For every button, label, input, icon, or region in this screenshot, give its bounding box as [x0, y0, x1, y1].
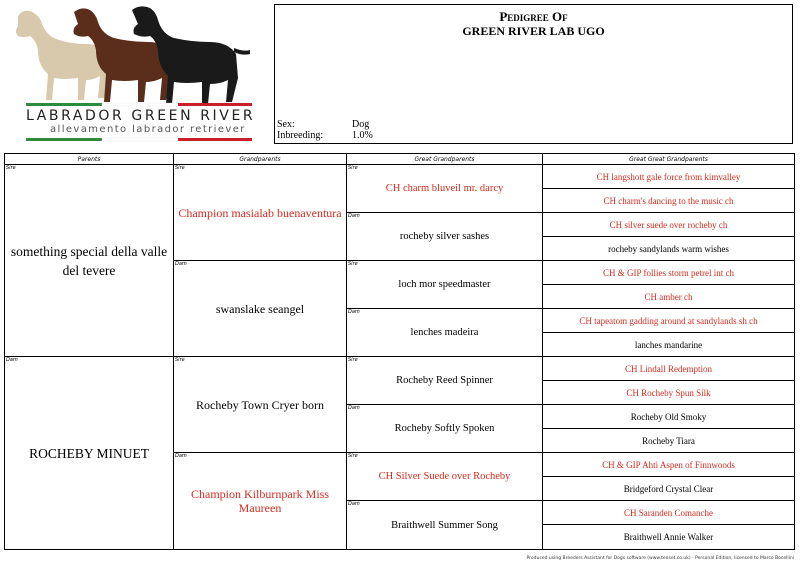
great-grandparent-cell [346, 357, 542, 405]
great-great-grandparent-cell [542, 501, 794, 525]
inbreeding-value: 1.0% [352, 130, 373, 141]
dog-name-text: CH Lindall Redemption [625, 363, 712, 374]
great-grandparent-cell [346, 165, 542, 213]
pedigree-info-box [274, 4, 793, 144]
dog-name: GREEN RIVER LAB UGO [462, 24, 605, 38]
kennel-subtitle: allevamento labrador retriever [50, 124, 246, 135]
dog-name-text: ROCHEBY MINUET [29, 445, 149, 461]
great-great-grandparent-cell [542, 237, 794, 261]
grandparent-cell [173, 453, 346, 549]
dam-tag: Dam [6, 357, 18, 363]
pedigree-table [4, 153, 795, 550]
kennel-logo [8, 4, 270, 146]
great-great-grandparent-cell [542, 189, 794, 213]
great-grandparent-cell [346, 453, 542, 501]
column-header-grandparents: Grandparents [173, 154, 346, 165]
dog-name-text: Champion Kilburnpark Miss Maureen [191, 487, 329, 515]
great-grandparent-cell [346, 213, 542, 261]
great-grandparent-cell [346, 405, 542, 453]
red-stripe [178, 103, 252, 106]
great-great-grandparent-cell [542, 333, 794, 357]
sire-tag: Sire [348, 357, 358, 363]
dog-name-text: Rocheby Old Smoky [630, 411, 707, 422]
dog-name-text: swanslake seangel [215, 301, 305, 316]
great-grandparent-cell [346, 261, 542, 309]
dog-name-text: CH charm bluveil mr. darcy [385, 183, 504, 194]
dog-name-text: CH & GIP follies storm petrel int ch [603, 267, 734, 278]
green-stripe [26, 103, 102, 106]
dog-name-text: rocheby sandylands warm wishes [608, 243, 729, 254]
sire-tag: Sire [348, 165, 358, 171]
grandparent-cell [173, 165, 346, 261]
dam-tag: Dam [175, 261, 187, 267]
dog-name-text: Rocheby Town Cryer born [196, 397, 324, 412]
sire-tag: Sire [175, 165, 185, 171]
dog-name-text: CH charm's dancing to the music ch [603, 195, 734, 206]
great-great-grandparent-cell [542, 429, 794, 453]
sire-tag: Sire [348, 453, 358, 459]
sire-tag: Sire [175, 357, 185, 363]
great-great-grandparent-cell [542, 285, 794, 309]
dog-name-text: Champion masialab buenaventura [178, 205, 342, 220]
parent-cell [5, 357, 173, 549]
great-great-grandparent-cell [542, 261, 794, 285]
parent-cell [5, 165, 173, 357]
footer-credit: Produced using Breeders Assistant for Dogs software (www.tenset.co.uk) - Personal Edition, licensed to Marco Bocellini [526, 556, 794, 561]
kennel-name: LABRADOR GREEN RIVER [26, 108, 256, 124]
column-header-great-grandparents: Great Grandparents [346, 154, 542, 165]
dog-name-text: Rocheby Tiara [642, 435, 695, 446]
pedigree-title: Pedigree Of [499, 9, 568, 24]
column-header-great-great-grandparents: Great Great Grandparents [542, 154, 794, 165]
great-great-grandparent-cell [542, 213, 794, 237]
great-great-grandparent-cell [542, 309, 794, 333]
great-grandparent-cell [346, 309, 542, 357]
dam-tag: Dam [348, 309, 360, 315]
sex-value: Dog [352, 119, 370, 130]
great-great-grandparent-cell [542, 477, 794, 501]
dog-name-text: Rocheby Reed Spinner [396, 375, 493, 386]
inbreeding-label: Inbreeding: [277, 130, 324, 141]
dam-tag: Dam [348, 213, 360, 219]
dog-name-text: CH amber ch [644, 291, 693, 302]
dog-name-text: Braithwell Annie Walker [623, 532, 714, 542]
dam-tag: Dam [175, 453, 187, 459]
dog-name-text: Rocheby Softly Spoken [394, 423, 495, 434]
great-great-grandparent-cell [542, 165, 794, 189]
sire-tag: Sire [348, 261, 358, 267]
dog-name-text: CH Saranden Comanche [624, 507, 713, 518]
great-great-grandparent-cell [542, 405, 794, 429]
dog-name-text: something special della valle del tevere [10, 243, 168, 278]
dog-name-text: Braithwell Summer Song [391, 519, 498, 531]
dog-name-text: CH Silver Suede over Rocheby [378, 471, 511, 482]
dog-name-text: CH & GIP Ahti Aspen of Finnwoods [602, 459, 735, 470]
dam-tag: Dam [348, 405, 360, 411]
dog-name-text: Bridgeford Crystal Clear [623, 483, 714, 494]
dog-name-text: loch mor speedmaster [398, 279, 491, 290]
great-grandparent-cell [346, 501, 542, 549]
great-great-grandparent-cell [542, 453, 794, 477]
great-great-grandparent-cell [542, 381, 794, 405]
dog-name-text: CH silver suede over rocheby ch [609, 219, 728, 230]
sex-label: Sex: [277, 119, 295, 130]
dog-name-text: rocheby silver sashes [399, 231, 490, 242]
dog-name-text: lanches mandarine [634, 339, 703, 350]
dog-name-text: CH Rocheby Spun Silk [626, 387, 711, 398]
grandparent-cell [173, 261, 346, 357]
dam-tag: Dam [348, 501, 360, 507]
column-header-parents: Parents [5, 154, 173, 165]
dog-name-text: CH tapeatom gadding around at sandylands sh ch [579, 315, 758, 326]
sire-tag: Sire [6, 165, 16, 171]
great-great-grandparent-cell [542, 525, 794, 549]
grandparent-cell [173, 357, 346, 453]
great-great-grandparent-cell [542, 357, 794, 381]
dog-name-text: CH langshott gale force from kimvalley [596, 171, 741, 182]
dog-name-text: lenches madeira [410, 327, 479, 338]
